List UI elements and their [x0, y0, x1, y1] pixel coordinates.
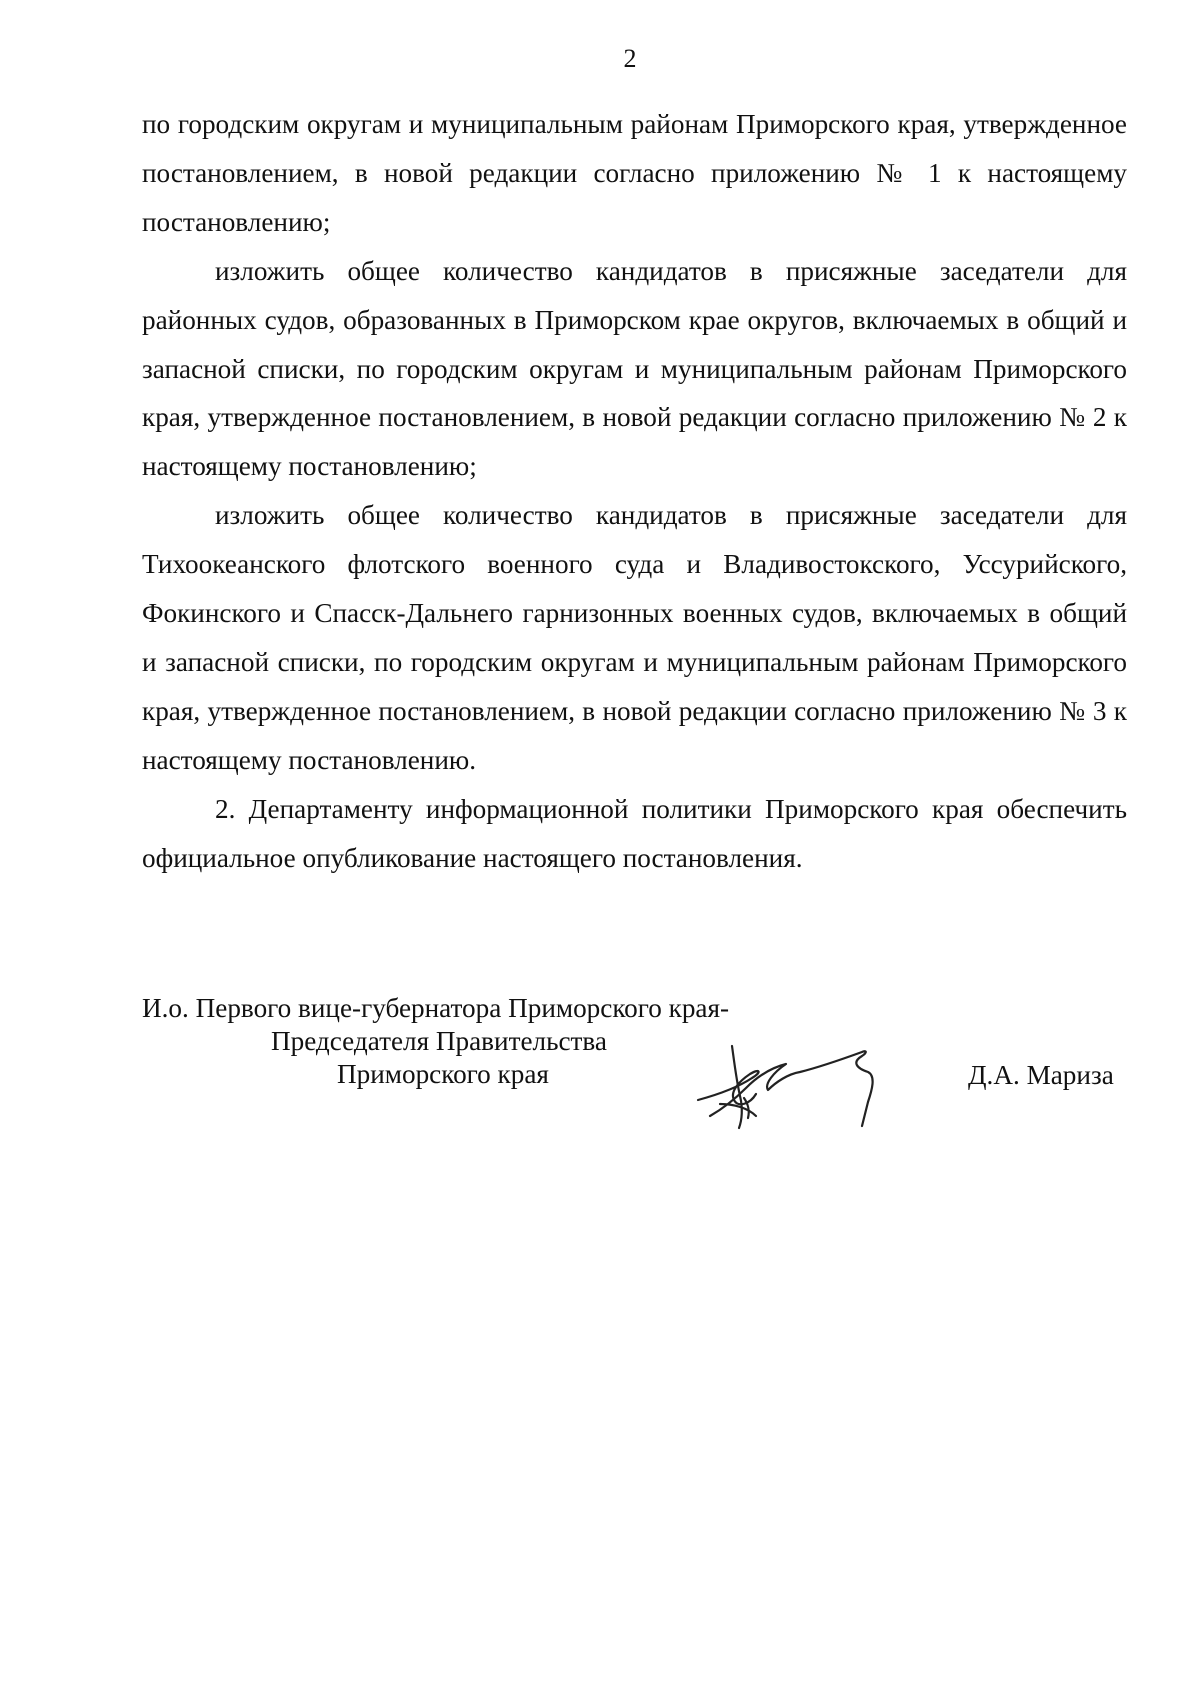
signatory-position-line-3: Приморского края	[337, 1059, 549, 1089]
signatory-position-line-2: Председателя Правительства	[271, 1026, 607, 1056]
paragraph-continuation: по городским округам и муниципальным районам Приморского края, утвержденное постановлением, в новой редакции согласно приложению № 1 к настоящему постановлению;	[142, 109, 1127, 237]
document-body	[142, 100, 1127, 883]
signatory-name: Д.А. Мариза	[968, 1060, 1114, 1090]
paragraph-appendix-3: изложить общее количество кандидатов в присяжные заседатели для Тихоокеанского флотского военного суда и Владивостокского, Уссурийского, Фокинского и Спасск-Дальнего гарнизонных военных судов, включаемых в общий и запасной списки, по городским округам и муниципальным районам Приморского края, утвержденное постановлением, в новой редакции согласно приложению № 3 к настоящему постановлению.	[142, 500, 1127, 775]
handwritten-signature	[690, 1038, 905, 1133]
signatory-position-line-1: И.о. Первого вице-губернатора Приморского края-	[142, 993, 730, 1023]
paragraph-appendix-2: изложить общее количество кандидатов в присяжные заседатели для районных судов, образованных в Приморском крае округов, включаемых в общий и запасной списки, по городским округам и муниципальным районам Приморского края, утвержденное постановлением, в новой редакции согласно приложению № 2 к настоящему постановлению;	[142, 255, 1127, 482]
page-number: 2	[623, 44, 637, 73]
paragraph-item-2: 2. Департаменту информационной политики Приморского края обеспечить официальное опубликование настоящего постановления.	[142, 793, 1127, 873]
